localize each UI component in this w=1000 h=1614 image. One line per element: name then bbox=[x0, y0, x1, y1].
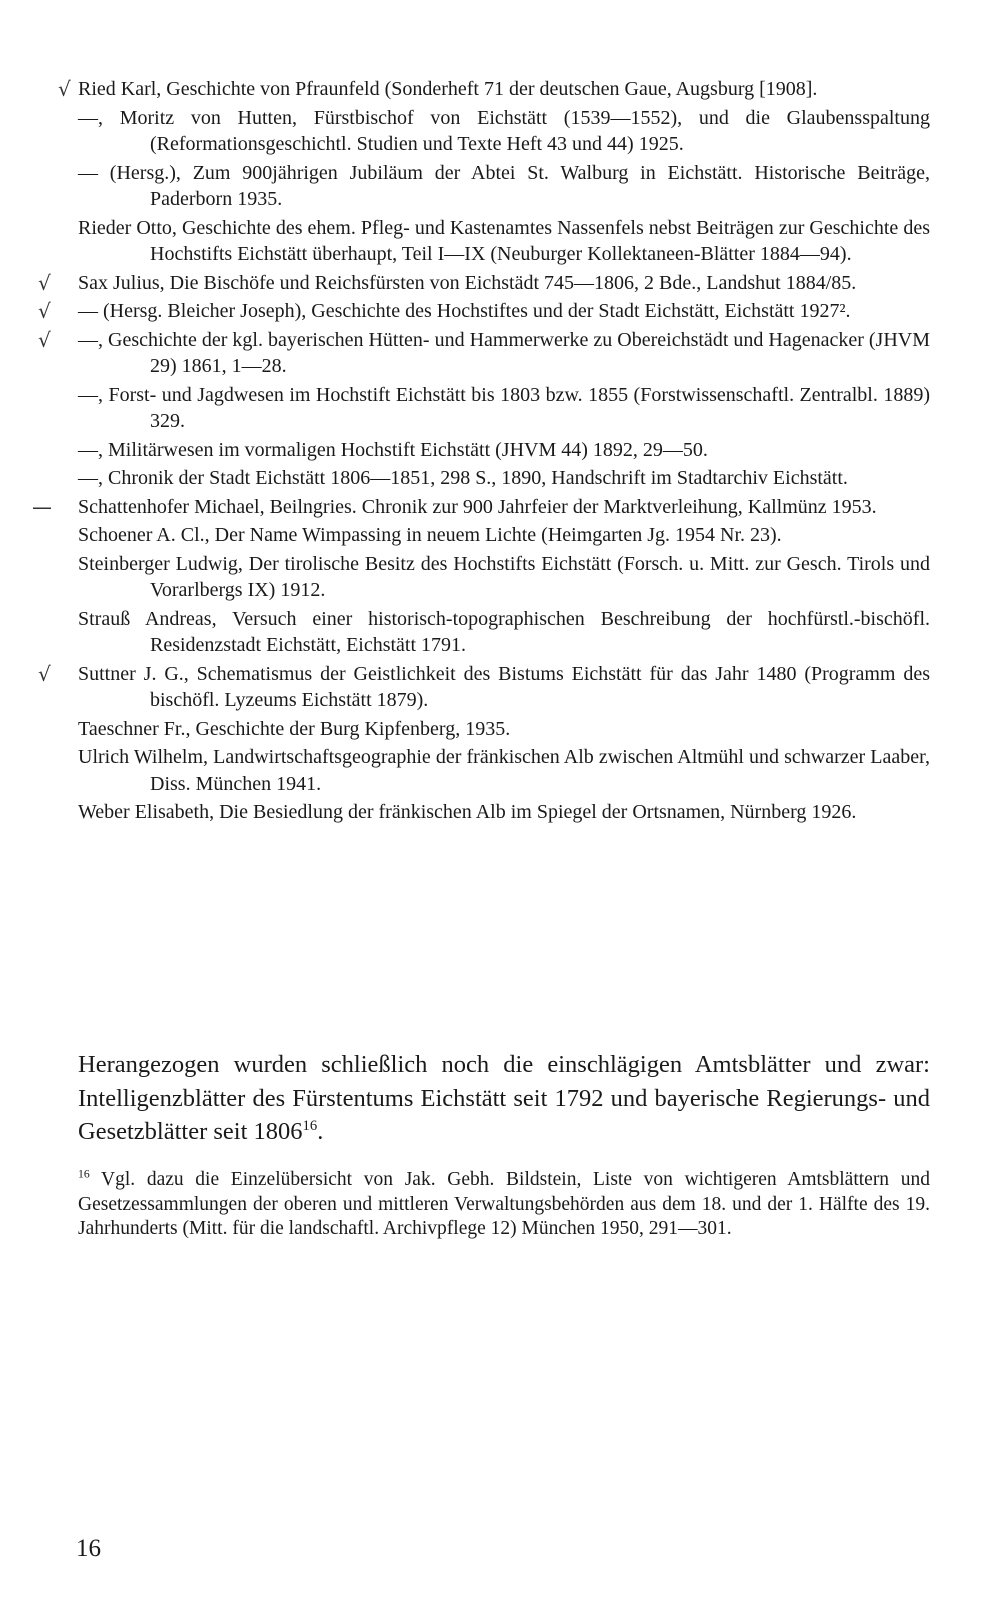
bibliography-entry bbox=[78, 382, 930, 435]
bibliography-list bbox=[32, 76, 930, 828]
bibliography-text: Ried Karl, Geschichte von Pfraunfeld (Sonderheft 71 der deutschen Gaue, Augsburg [1908]. bbox=[78, 78, 818, 100]
bibliography-entry bbox=[78, 551, 930, 604]
bibliography-entry bbox=[78, 160, 930, 213]
bibliography-entry bbox=[32, 494, 930, 521]
bibliography-text: — (Hersg. Bleicher Joseph), Geschichte des Hochstiftes und der Stadt Eichstätt, Eichstätt 1927². bbox=[78, 300, 851, 322]
bibliography-text: Suttner J. G., Schematismus der Geistlichkeit des Bistums Eichstätt für das Jahr 1480 (Programm des bischöfl. Lyzeums Eichstätt 1879). bbox=[78, 662, 930, 711]
bibliography-text: Sax Julius, Die Bischöfe und Reichsfürsten von Eichstädt 745—1806, 2 Bde., Landshut 1884/85. bbox=[78, 271, 857, 294]
bibliography-text: Ulrich Wilhelm, Landwirtschaftsgeographie der fränkischen Alb zwischen Altmühl und schwarzer Laaber, Diss. München 1941. bbox=[78, 746, 930, 795]
bibliography-text: —, Militärwesen im vormaligen Hochstift Eichstätt (JHVM 44) 1892, 29—50. bbox=[78, 438, 708, 461]
bibliography-entry bbox=[78, 716, 930, 743]
bibliography-entry bbox=[78, 105, 930, 158]
margin-checkmark: √ bbox=[38, 327, 51, 352]
closing-paragraph bbox=[78, 1048, 930, 1149]
bibliography-text: —, Forst- und Jagdwesen im Hochstift Eichstätt bis 1803 bzw. 1855 (Forstwissenschaftl. Zentralbl. 1889) 329. bbox=[78, 383, 930, 432]
bibliography-text: Taeschner Fr., Geschichte der Burg Kipfenberg, 1935. bbox=[78, 717, 511, 740]
bibliography-text: —, Chronik der Stadt Eichstätt 1806—1851, 298 S., 1890, Handschrift im Stadtarchiv Eichstätt. bbox=[78, 467, 848, 489]
bibliography-entry bbox=[58, 76, 930, 103]
bibliography-entry bbox=[78, 522, 930, 549]
bibliography-entry bbox=[78, 606, 930, 659]
bibliography-text: —, Geschichte der kgl. bayerischen Hütten- und Hammerwerke zu Obereichstädt und Hagenacker (JHVM 29) 1861, 1—28. bbox=[78, 328, 930, 377]
bibliography-entry bbox=[38, 327, 930, 380]
bibliography-entry bbox=[38, 661, 930, 714]
closing-end: . bbox=[317, 1118, 324, 1145]
page-number: 16 bbox=[76, 1535, 101, 1562]
bibliography-text: Strauß Andreas, Versuch einer historisch-topographischen Beschreibung der hochfürstl.-bischöfl. Residenzstadt Eichstätt, Eichstätt 1791. bbox=[78, 607, 930, 656]
bibliography-text: Weber Elisabeth, Die Besiedlung der fränkischen Alb im Spiegel der Ortsnamen, Nürnberg 1926. bbox=[78, 801, 857, 823]
bibliography-entry bbox=[78, 799, 930, 826]
margin-checkmark: √ bbox=[38, 270, 51, 295]
bibliography-entry bbox=[78, 744, 930, 797]
margin-checkmark: √ bbox=[38, 661, 51, 686]
bibliography-text: Rieder Otto, Geschichte des ehem. Pfleg- und Kastenamtes Nassenfels nebst Beiträgen zur Geschichte des Hochstifts Eichstätt überhaupt, Teil I—IX (Neuburger Kollektaneen-Blätter 1884—94). bbox=[78, 216, 930, 265]
bibliography-text: — (Hersg.), Zum 900jährigen Jubiläum der Abtei St. Walburg in Eichstätt. Historische Beiträge, Paderborn 1935. bbox=[78, 161, 930, 210]
closing-text: Herangezogen wurden schließlich noch die einschlägigen Amtsblätter und zwar: Intelligenzblätter des Fürstentums Eichstätt seit 1792 und bayerische Regierungs- und Gesetzblätter seit 1806 bbox=[78, 1051, 930, 1145]
footnote bbox=[78, 1168, 930, 1242]
bibliography-text: Schoener A. Cl., Der Name Wimpassing in neuem Lichte (Heimgarten Jg. 1954 Nr. 23). bbox=[78, 524, 782, 546]
footnote-text: Vgl. dazu die Einzelübersicht von Jak. Gebh. Bildstein, Liste von wichtigeren Amtsblättern und Gesetzessammlungen der oberen und mittleren Verwaltungsbehörden aus dem 18. und der 1. Hälfte des 19. Jahrhunderts (Mitt. für die landschaftl. Archivpflege 12) München 1950, 291—301. bbox=[78, 1169, 930, 1239]
margin-checkmark: √ bbox=[58, 77, 71, 101]
margin-checkmark: √ bbox=[38, 299, 51, 323]
bibliography-entry bbox=[38, 298, 930, 325]
bibliography-text: —, Moritz von Hutten, Fürstbischof von Eichstätt (1539—1552), und die Glaubensspaltung (Reformationsgeschichtl. Studien und Texte Heft 43 und 44) 1925. bbox=[78, 106, 930, 155]
footnote-reference: 16 bbox=[302, 1117, 318, 1134]
margin-checkmark: — bbox=[32, 494, 52, 519]
bibliography-entry bbox=[38, 270, 930, 297]
bibliography-text: Steinberger Ludwig, Der tirolische Besitz des Hochstifts Eichstätt (Forsch. u. Mitt. zur Gesch. Tirols und Vorarlbergs IX) 1912. bbox=[78, 552, 930, 601]
bibliography-entry bbox=[78, 215, 930, 268]
bibliography-text: Schattenhofer Michael, Beilngries. Chronik zur 900 Jahrfeier der Marktverleihung, Kallmünz 1953. bbox=[78, 495, 877, 518]
bibliography-entry bbox=[78, 465, 930, 492]
footnote-number: 16 bbox=[78, 1167, 90, 1181]
bibliography-entry bbox=[78, 437, 930, 464]
